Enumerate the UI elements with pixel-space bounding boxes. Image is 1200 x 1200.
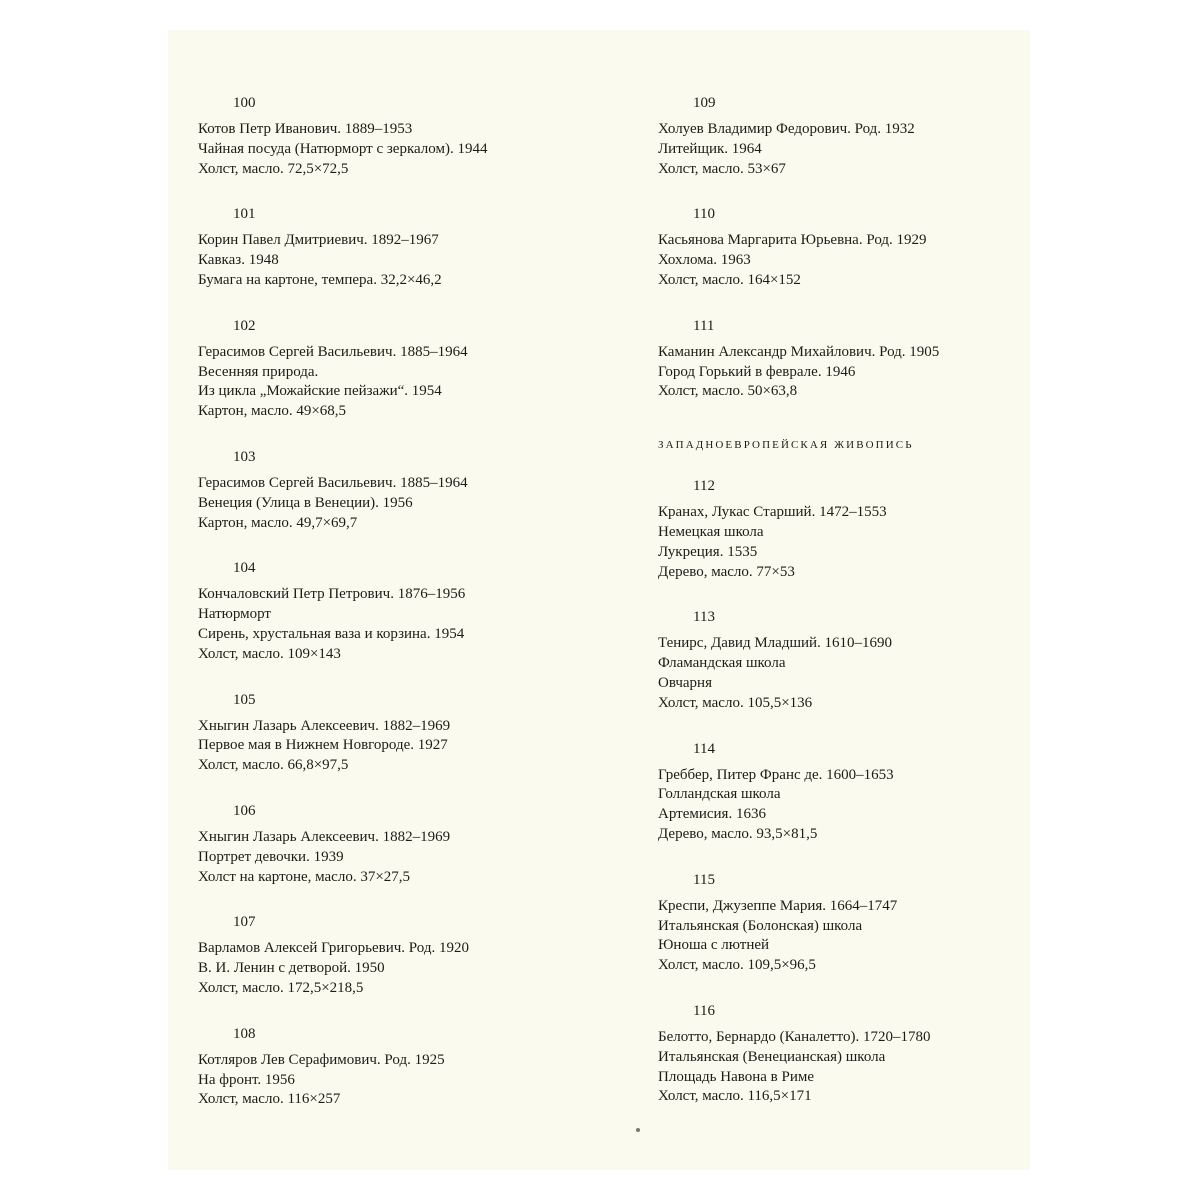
catalog-entry bbox=[198, 560, 598, 664]
entry-number: 113 bbox=[693, 609, 715, 626]
work-title-line: Литейщик. 1964 bbox=[658, 140, 762, 157]
page-speck bbox=[636, 1128, 640, 1132]
catalog-entry bbox=[198, 914, 598, 998]
artist-line: Касьянова Маргарита Юрьевна. Род. 1929 bbox=[658, 232, 927, 249]
medium-line: Холст, масло. 72,5×72,5 bbox=[198, 160, 349, 177]
artist-line: Тенирс, Давид Младший. 1610–1690 bbox=[658, 635, 893, 652]
catalog-entry bbox=[658, 478, 1058, 582]
school-line: Итальянская (Венецианская) школа bbox=[658, 1048, 886, 1065]
artist-line: Герасимов Сергей Васильевич. 1885–1964 bbox=[198, 474, 468, 491]
work-title-line: Город Горький в феврале. 1946 bbox=[658, 363, 856, 380]
medium-line: Холст, масло. 50×63,8 bbox=[658, 383, 798, 400]
artist-line: Котов Петр Иванович. 1889–1953 bbox=[198, 121, 413, 137]
medium-line: Холст, масло. 109×143 bbox=[198, 645, 341, 662]
catalog-entry bbox=[658, 1003, 1058, 1107]
medium-line: Холст, масло. 109,5×96,5 bbox=[658, 957, 816, 974]
work-title-line: На фронт. 1956 bbox=[198, 1071, 295, 1088]
entry-number: 103 bbox=[233, 448, 256, 465]
catalog-entry bbox=[658, 872, 1058, 976]
entry-number: 110 bbox=[693, 206, 715, 223]
school-line: Итальянская (Болонская) школа bbox=[658, 917, 863, 934]
catalog-entry bbox=[658, 741, 1058, 845]
medium-line: Холст, масло. 164×152 bbox=[658, 271, 801, 288]
catalog-entry bbox=[658, 609, 1058, 713]
entry-number: 112 bbox=[693, 478, 715, 495]
work-title-line: Юноша с лютней bbox=[658, 937, 770, 954]
section-heading: ЗАПАДНОЕВРОПЕЙСКАЯ ЖИВОПИСЬ bbox=[658, 439, 914, 452]
entry-number: 107 bbox=[233, 914, 256, 931]
artist-line: Хныгин Лазарь Алексеевич. 1882–1969 bbox=[198, 828, 451, 845]
work-title-line: Кавказ. 1948 bbox=[198, 252, 279, 269]
artist-line: Каманин Александр Михайлович. Род. 1905 bbox=[658, 343, 940, 360]
work-title-line: В. И. Ленин с детворой. 1950 bbox=[198, 960, 385, 977]
catalog-entry bbox=[198, 318, 598, 422]
work-title-line: Из цикла „Можайские пейзажи“. 1954 bbox=[198, 383, 442, 400]
entry-number: 114 bbox=[693, 740, 715, 757]
work-title-line: Лукреция. 1535 bbox=[658, 543, 758, 560]
artist-line: Кончаловский Петр Петрович. 1876–1956 bbox=[198, 586, 466, 603]
entry-number: 105 bbox=[233, 691, 256, 708]
catalog-entry bbox=[198, 1026, 598, 1110]
western-entries-block bbox=[658, 478, 1058, 1107]
medium-line: Холст, масло. 116×257 bbox=[198, 1091, 341, 1108]
catalog-entry bbox=[198, 206, 598, 290]
artist-line: Креспи, Джузеппе Мария. 1664–1747 bbox=[658, 897, 898, 914]
medium-line: Картон, масло. 49×68,5 bbox=[198, 403, 347, 420]
work-title-line: Сирень, хрустальная ваза и корзина. 1954 bbox=[198, 625, 465, 642]
school-line: Немецкая школа bbox=[658, 523, 764, 540]
work-title-line: Натюрморт bbox=[198, 606, 271, 623]
entry-number: 115 bbox=[693, 871, 715, 888]
work-title-line: Хохлома. 1963 bbox=[658, 252, 751, 269]
work-title-line: Овчарня bbox=[658, 674, 712, 691]
work-title-line: Портрет девочки. 1939 bbox=[198, 848, 344, 865]
medium-line: Дерево, масло. 77×53 bbox=[658, 563, 795, 580]
entry-number: 101 bbox=[233, 206, 256, 223]
entry-number: 116 bbox=[693, 1002, 715, 1019]
artist-line: Кранах, Лукас Старший. 1472–1553 bbox=[658, 504, 887, 521]
catalog-entry bbox=[658, 318, 1058, 402]
catalog-entry bbox=[658, 206, 1058, 290]
catalog-entry bbox=[198, 95, 598, 179]
artist-line: Греббер, Питер Франс де. 1600–1653 bbox=[658, 766, 894, 783]
school-line: Фламандская школа bbox=[658, 655, 786, 672]
entry-number: 108 bbox=[233, 1025, 256, 1042]
entry-number: 100 bbox=[233, 95, 256, 111]
artist-line: Белотто, Бернардо (Каналетто). 1720–1780 bbox=[658, 1028, 931, 1045]
work-title-line: Венеция (Улица в Венеции). 1956 bbox=[198, 494, 413, 511]
work-title-line: Чайная посуда (Натюрморт с зеркалом). 1944 bbox=[198, 140, 488, 157]
artist-line: Хныгин Лазарь Алексеевич. 1882–1969 bbox=[198, 717, 451, 734]
artist-line: Герасимов Сергей Васильевич. 1885–1964 bbox=[198, 343, 468, 360]
artist-line: Варламов Алексей Григорьевич. Род. 1920 bbox=[198, 940, 469, 957]
medium-line: Холст, масло. 66,8×97,5 bbox=[198, 757, 349, 774]
artist-line: Холуев Владимир Федорович. Род. 1932 bbox=[658, 121, 915, 137]
entry-number: 111 bbox=[693, 317, 715, 334]
medium-line: Холст, масло. 172,5×218,5 bbox=[198, 979, 364, 996]
right-column bbox=[658, 95, 1058, 1107]
medium-line: Картон, масло. 49,7×69,7 bbox=[198, 514, 358, 531]
work-title-line: Площадь Навона в Риме bbox=[658, 1068, 815, 1085]
medium-line: Холст, масло. 116,5×171 bbox=[658, 1088, 812, 1105]
medium-line: Холст на картоне, масло. 37×27,5 bbox=[198, 868, 411, 885]
medium-line: Холст, масло. 53×67 bbox=[658, 160, 786, 177]
catalog-entry bbox=[198, 692, 598, 776]
entry-number: 102 bbox=[233, 317, 256, 334]
soviet-entries-block bbox=[658, 95, 1058, 402]
left-column bbox=[198, 95, 598, 1137]
entry-number: 109 bbox=[693, 95, 716, 111]
catalog-entry bbox=[658, 95, 1058, 179]
work-title-line: Весенняя природа. bbox=[198, 363, 319, 380]
catalog-entry bbox=[198, 803, 598, 887]
work-title-line: Артемисия. 1636 bbox=[658, 806, 766, 823]
artist-line: Котляров Лев Серафимович. Род. 1925 bbox=[198, 1051, 445, 1068]
work-title-line: Первое мая в Нижнем Новгороде. 1927 bbox=[198, 737, 448, 754]
artist-line: Корин Павел Дмитриевич. 1892–1967 bbox=[198, 232, 439, 249]
medium-line: Бумага на картоне, темпера. 32,2×46,2 bbox=[198, 271, 442, 288]
medium-line: Холст, масло. 105,5×136 bbox=[658, 694, 813, 711]
school-line: Голландская школа bbox=[658, 786, 781, 803]
entry-number: 104 bbox=[233, 560, 256, 577]
entry-number: 106 bbox=[233, 802, 256, 819]
catalog-entry bbox=[198, 449, 598, 533]
medium-line: Дерево, масло. 93,5×81,5 bbox=[658, 825, 818, 842]
